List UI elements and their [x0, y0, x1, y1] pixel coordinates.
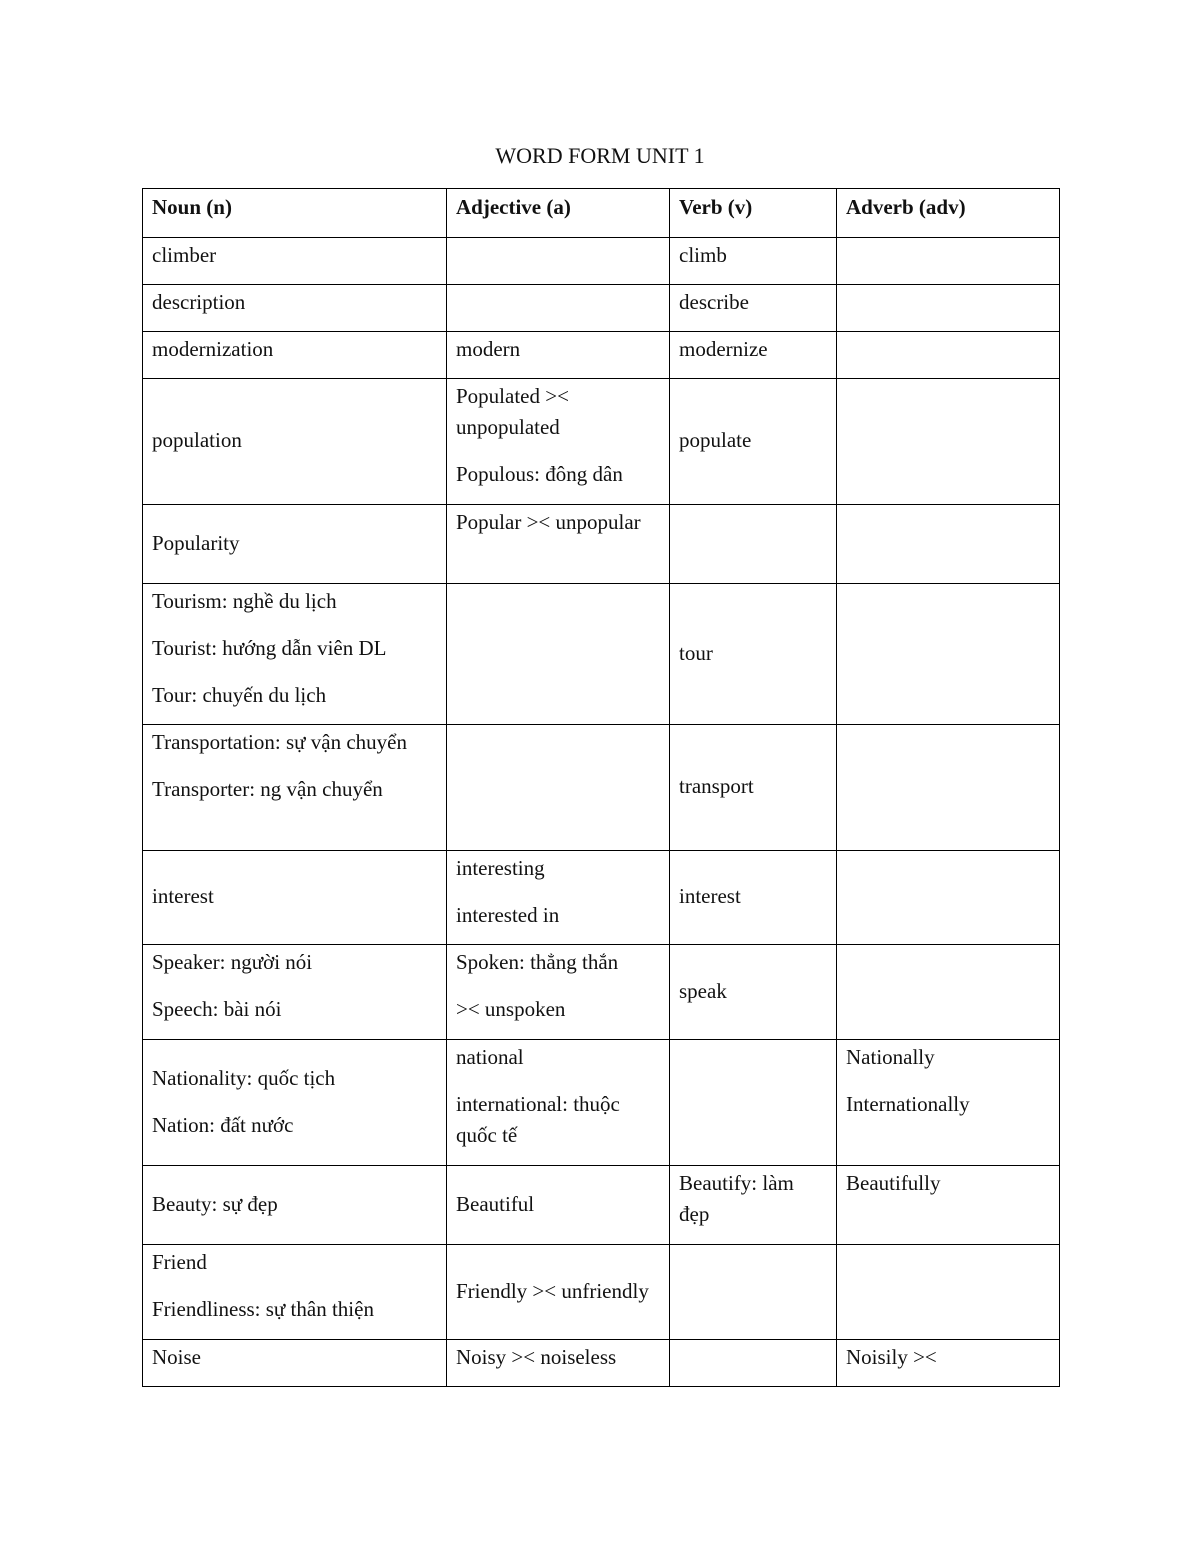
header-verb: Verb (v) [670, 189, 837, 238]
cell-text: Nationally [846, 1045, 935, 1069]
adverb-cell [837, 379, 1060, 505]
adjective-cell [447, 1340, 670, 1387]
adverb-cell [837, 725, 1060, 851]
cell-text: Speaker: người nói [152, 950, 313, 974]
table-row [143, 584, 1060, 725]
table-row [143, 1040, 1060, 1166]
noun-cell [143, 238, 447, 285]
verb-cell [670, 1040, 837, 1166]
cell-text: Popularity [152, 530, 240, 555]
noun-cell [143, 332, 447, 379]
adverb-cell [837, 238, 1060, 285]
verb-cell [670, 238, 837, 285]
noun-cell [143, 1040, 447, 1166]
cell-text: Populous: đông dân [456, 462, 623, 486]
adjective-cell [447, 1166, 670, 1245]
cell-text: Beautiful [456, 1191, 535, 1216]
verb-cell [670, 851, 837, 945]
cell-text: international: thuộc quốc tế [456, 1092, 620, 1147]
cell-text: populate [679, 428, 752, 452]
table-row [143, 1340, 1060, 1387]
cell-text: modern [456, 337, 521, 361]
cell-text: Noisy >< noiseless [456, 1345, 617, 1369]
table-row [143, 725, 1060, 851]
cell-text: Transporter: ng vận chuyển [152, 777, 383, 801]
verb-cell [670, 332, 837, 379]
table-row [143, 1245, 1060, 1340]
adjective-cell [447, 285, 670, 332]
adjective-cell [447, 505, 670, 584]
table-row [143, 238, 1060, 285]
cell-text: modernize [679, 337, 768, 361]
table-row [143, 851, 1060, 945]
verb-cell [670, 1166, 837, 1245]
cell-text: climb [679, 243, 727, 267]
adjective-cell [447, 379, 670, 505]
cell-text: Noisily >< [846, 1345, 937, 1369]
cell-text: population [152, 428, 242, 452]
header-row [143, 189, 1060, 238]
adjective-cell [447, 584, 670, 725]
adverb-cell [837, 285, 1060, 332]
cell-text: Internationally [846, 1092, 970, 1116]
cell-text: Tourism: nghề du lịch [152, 589, 337, 613]
adverb-cell [837, 1040, 1060, 1166]
adverb-cell [837, 1166, 1060, 1245]
verb-cell [670, 725, 837, 851]
cell-text: speak [679, 978, 727, 1003]
verb-cell [670, 1340, 837, 1387]
header-adjective: Adjective (a) [447, 189, 670, 238]
cell-text: Friendly >< unfriendly [456, 1278, 649, 1303]
adverb-cell [837, 332, 1060, 379]
verb-cell [670, 379, 837, 505]
cell-text: description [152, 290, 246, 314]
cell-text: modernization [152, 337, 274, 361]
adverb-cell [837, 851, 1060, 945]
cell-text: Beautifully [846, 1171, 941, 1195]
cell-text: interested in [456, 903, 560, 927]
cell-text: Beauty: sự đẹp [152, 1191, 278, 1216]
noun-cell [143, 1340, 447, 1387]
cell-text: interest [152, 884, 214, 908]
noun-cell [143, 945, 447, 1040]
cell-text: Noise [152, 1345, 201, 1369]
header-noun: Noun (n) [143, 189, 447, 238]
noun-cell [143, 379, 447, 505]
cell-text: interest [679, 884, 741, 908]
cell-text: Spoken: thẳng thắn [456, 950, 619, 974]
table-row [143, 945, 1060, 1040]
cell-text: Tour: chuyến du lịch [152, 683, 327, 707]
table-row [143, 332, 1060, 379]
noun-cell [143, 1245, 447, 1340]
verb-cell [670, 584, 837, 725]
table-row [143, 285, 1060, 332]
noun-cell [143, 851, 447, 945]
cell-text: climber [152, 243, 217, 267]
table-row [143, 1166, 1060, 1245]
cell-text: Friend [152, 1250, 207, 1274]
cell-text: Populated >< unpopulated [456, 384, 569, 439]
adjective-cell [447, 1040, 670, 1166]
table-row [143, 379, 1060, 505]
cell-text: Tourist: hướng dẫn viên DL [152, 636, 387, 660]
page-title: WORD FORM UNIT 1 [495, 143, 705, 168]
verb-cell [670, 285, 837, 332]
verb-cell [670, 945, 837, 1040]
adverb-cell [837, 1340, 1060, 1387]
header-adverb: Adverb (adv) [837, 189, 1060, 238]
cell-text: Friendliness: sự thân thiện [152, 1297, 374, 1321]
cell-text: Transportation: sự vận chuyển [152, 730, 407, 754]
adverb-cell [837, 505, 1060, 584]
adjective-cell [447, 1245, 670, 1340]
adverb-cell [837, 1245, 1060, 1340]
adjective-cell [447, 851, 670, 945]
adjective-cell [447, 945, 670, 1040]
verb-cell [670, 1245, 837, 1340]
cell-text: national [456, 1045, 524, 1069]
word-form-table [142, 188, 1060, 1387]
cell-text: interesting [456, 856, 545, 880]
noun-cell [143, 285, 447, 332]
cell-text: Nationality: quốc tịch [152, 1065, 336, 1090]
cell-text: tour [679, 640, 713, 665]
noun-cell [143, 725, 447, 851]
cell-text: Beautify: làm đẹp [679, 1171, 794, 1226]
cell-text: Popular >< unpopular [456, 510, 641, 534]
cell-text: transport [679, 774, 754, 798]
noun-cell [143, 584, 447, 725]
noun-cell [143, 505, 447, 584]
cell-text: >< unspoken [456, 997, 566, 1021]
adjective-cell [447, 725, 670, 851]
noun-cell [143, 1166, 447, 1245]
adverb-cell [837, 945, 1060, 1040]
adjective-cell [447, 238, 670, 285]
adjective-cell [447, 332, 670, 379]
table-row [143, 505, 1060, 584]
cell-text: Nation: đất nước [152, 1112, 294, 1137]
adverb-cell [837, 584, 1060, 725]
verb-cell [670, 505, 837, 584]
cell-text: Speech: bài nói [152, 997, 282, 1021]
cell-text: describe [679, 290, 749, 314]
